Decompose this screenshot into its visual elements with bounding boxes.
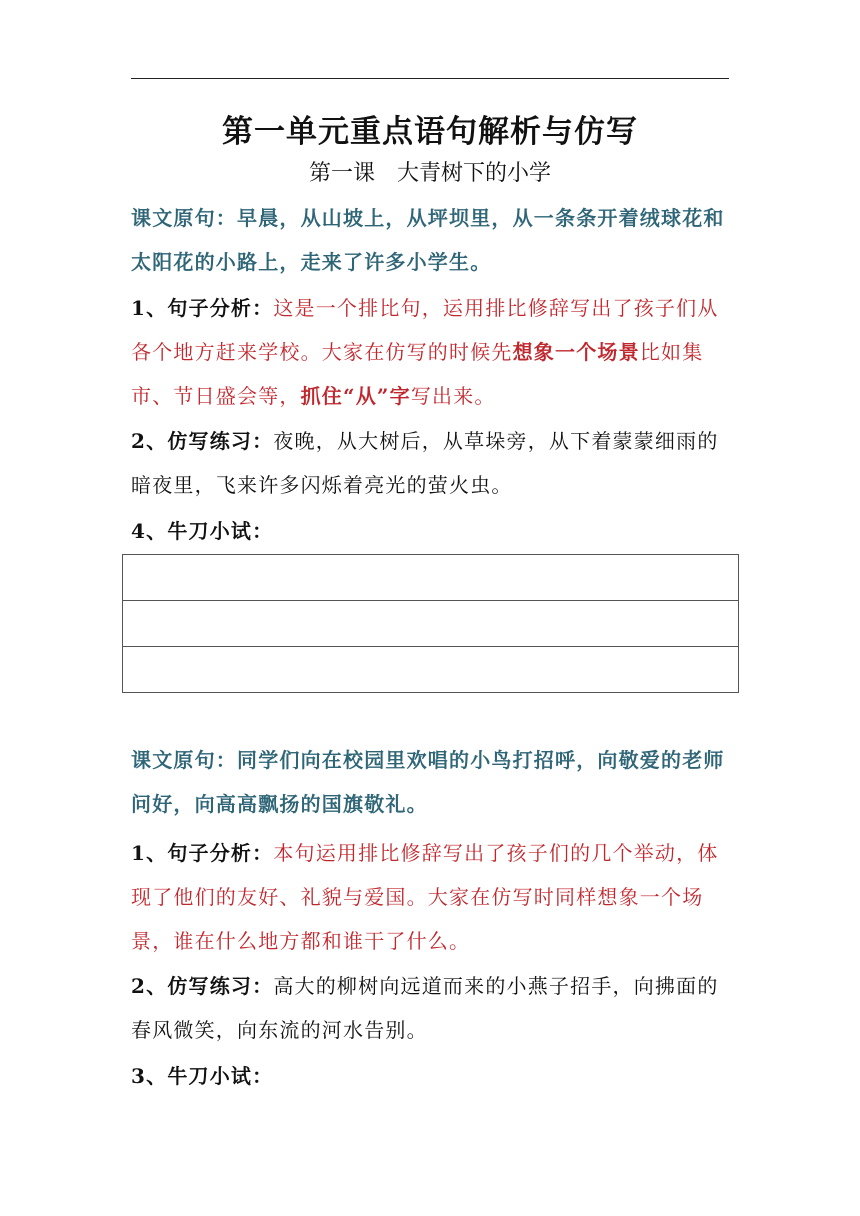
- analysis-text: 比如集市、节日盛会等，: [131, 340, 704, 408]
- analysis-text: 本句运用排比修辞写出了孩子们的几个举动，体现了他们的友好、礼貌与爱国。大家在仿写时同样想象一个场景，谁在什么地方都和谁干了什么。: [131, 841, 719, 953]
- answer-line[interactable]: [123, 601, 738, 647]
- answer-line[interactable]: [123, 647, 738, 692]
- analysis-1: [131, 286, 731, 418]
- practice-2: [131, 964, 731, 1052]
- analysis-emphasis: 想象一个场景: [512, 340, 640, 364]
- original-sentence-1: 课文原句：早晨，从山坡上，从坪坝里，从一条条开着绒球花和太阳花的小路上，走来了许多小学生。: [131, 206, 725, 274]
- analysis-label: 1、句子分析：: [131, 296, 274, 320]
- practice-label: 2、仿写练习：: [131, 974, 274, 998]
- original-sentence-2: 课文原句：同学们向在校园里欢唱的小鸟打招呼，向敬爱的老师问好，向高高飘扬的国旗敬礼。: [131, 748, 725, 816]
- analysis-text: 写出来。: [410, 384, 496, 408]
- practice-1: [131, 419, 731, 507]
- answer-box: [122, 554, 739, 693]
- lesson-subtitle: 第一课 大青树下的小学: [308, 161, 551, 186]
- analysis-text: 这是一个排比句，运用排比修辞写出了孩子们从各个地方赶来学校。大家在仿写的时候先: [131, 296, 719, 364]
- trial-label-1: 4、牛刀小试：: [131, 519, 274, 543]
- analysis-2: [131, 831, 731, 963]
- page-title: 第一单元重点语句解析与仿写: [222, 114, 638, 150]
- trial-label-2: 3、牛刀小试：: [131, 1064, 274, 1088]
- answer-line[interactable]: [123, 555, 738, 601]
- practice-label: 2、仿写练习：: [131, 429, 274, 453]
- practice-text: 高大的柳树向远道而来的小燕子招手，向拂面的春风微笑，向东流的河水告别。: [131, 974, 719, 1042]
- practice-text: 夜晚，从大树后，从草垛旁，从下着蒙蒙细雨的暗夜里，飞来许多闪烁着亮光的萤火虫。: [131, 429, 719, 497]
- analysis-emphasis: 抓住“从”字: [300, 384, 411, 408]
- analysis-label: 1、句子分析：: [131, 841, 274, 865]
- header-rule: [131, 78, 729, 79]
